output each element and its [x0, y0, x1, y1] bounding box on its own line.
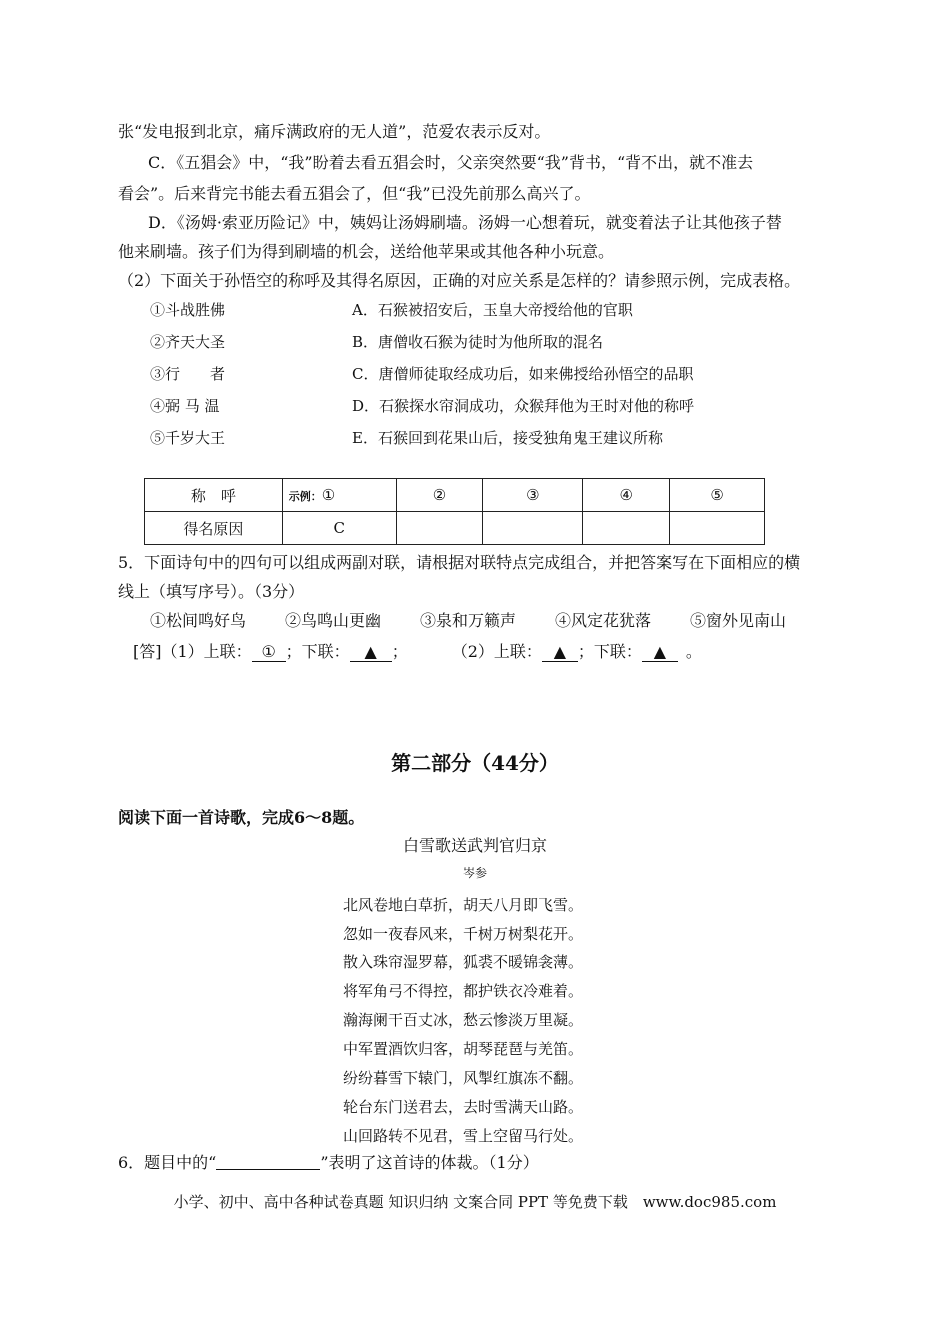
- couplet-option: ②鸟鸣山更幽: [285, 611, 382, 630]
- name-item: ①斗战胜佛: [150, 301, 226, 319]
- couplet-option: ④风定花犹落: [555, 611, 652, 630]
- lower-label-2: ；下联：: [577, 642, 642, 661]
- name-item: ④弼 马 温: [150, 397, 220, 415]
- example-number: ①: [321, 486, 336, 504]
- question-6: [118, 1153, 539, 1173]
- example-tag: 示例：: [288, 490, 322, 503]
- poem-line: 山回路转不见君，雪上空留马行处。: [343, 1127, 584, 1145]
- question-6-prefix: 6．题目中的“: [118, 1153, 217, 1172]
- reason-item: A．石猴被招安后，玉皇大帝授给他的官职: [352, 301, 633, 319]
- poem-line: 北风卷地白草折，胡天八月即飞雪。: [343, 896, 584, 914]
- question-6-blank[interactable]: [216, 1153, 320, 1170]
- row-label-reason: 得名原因: [145, 512, 283, 545]
- name-item: ②齐天大圣: [150, 333, 226, 351]
- section-title: 第二部分（44分）: [391, 751, 559, 775]
- poem-line: 散入珠帘湿罗幕，狐裘不暖锦衾薄。: [343, 953, 584, 971]
- reading-instruction: 阅读下面一首诗歌，完成6～8题。: [118, 808, 365, 827]
- answer-table: [144, 478, 765, 545]
- couplet-option: ③泉和万籁声: [420, 611, 517, 630]
- answer-cell[interactable]: [670, 512, 765, 545]
- name-item: ⑤千岁大王: [150, 429, 226, 447]
- option-d-line2: 他来刷墙。孩子们为得到刷墙的机会，送给他苹果或其他各种小玩意。: [118, 242, 615, 261]
- question-6-suffix: ”表明了这首诗的体裁。（1分）: [320, 1153, 539, 1172]
- separator: ；: [391, 642, 408, 661]
- reason-item: D．石猴探水帘洞成功，众猴拜他为王时对他的称呼: [352, 397, 695, 415]
- answer-2-upper[interactable]: ▲: [542, 643, 578, 662]
- poem-line: 纷纷暮雪下辕门，风掣红旗冻不翻。: [343, 1069, 584, 1087]
- poem-line: 中军置酒饮归客，胡琴琵琶与羌笛。: [343, 1040, 584, 1058]
- poem-line: 轮台东门送君去，去时雪满天山路。: [343, 1098, 584, 1116]
- question-5-line2: 线上（填写序号）。（3分）: [118, 582, 305, 601]
- column-header: ③: [483, 479, 583, 512]
- column-header: ④: [583, 479, 670, 512]
- reason-item: E．石猴回到花果山后，接受独角鬼王建议所称: [352, 429, 663, 447]
- answer-prefix: [答]（1）上联：: [133, 642, 252, 661]
- answer-cell[interactable]: [396, 512, 483, 545]
- lower-label: ；下联：: [285, 642, 350, 661]
- option-d-line1: D．《汤姆·索亚历险记》中，姨妈让汤姆刷墙。汤姆一心想着玩，就变着法子让其他孩子替: [148, 213, 782, 232]
- poem-title: 白雪歌送武判官归京: [402, 836, 547, 855]
- example-answer: C: [282, 512, 396, 545]
- question-4-2: （2）下面关于孙悟空的称呼及其得名原因，正确的对应关系是怎样的？请参照示例，完成表格。: [118, 271, 801, 290]
- answer-1-lower[interactable]: ▲: [350, 643, 392, 662]
- answer-cell[interactable]: [583, 512, 670, 545]
- page-footer: 小学、初中、高中各种试卷真题 知识归纳 文案合同 PPT 等免费下载 www.doc985.com: [173, 1193, 777, 1211]
- poem-line: 将军角弓不得控，都护铁衣冷难着。: [343, 982, 584, 1000]
- option-c-line1: C．《五猖会》中，“我”盼着去看五猖会时，父亲突然要“我”背书，“背不出，就不准去: [148, 153, 754, 172]
- answer-cell[interactable]: [483, 512, 583, 545]
- poem-author: 岑参: [462, 866, 487, 880]
- answer-2-lower[interactable]: ▲: [642, 643, 678, 662]
- poem-line: 瀚海阑干百丈冰，愁云惨淡万里凝。: [343, 1011, 584, 1029]
- table-row: [145, 479, 765, 512]
- table-row: [145, 512, 765, 545]
- couplet-option: ⑤窗外见南山: [690, 611, 787, 630]
- column-header: ⑤: [670, 479, 765, 512]
- poem-line: 忽如一夜春风来，千树万树梨花开。: [343, 925, 584, 943]
- answer-1-upper[interactable]: ①: [252, 643, 286, 662]
- name-item: ③行 者: [150, 365, 226, 383]
- couplet-option: ①松间鸣好鸟: [150, 611, 247, 630]
- option-c-line2: 看会”。后来背完书能去看五猖会了，但“我”已没先前那么高兴了。: [118, 184, 591, 203]
- question-5-line1: 5．下面诗句中的四句可以组成两副对联，请根据对联特点完成组合，并把答案写在下面相应的横: [118, 553, 801, 572]
- reason-item: B．唐僧收石猴为徒时为他所取的混名: [352, 333, 604, 351]
- row-label-name: 称 呼: [145, 479, 283, 512]
- part-2-label: （2）上联：: [451, 642, 542, 661]
- answer-end: 。: [685, 642, 702, 661]
- example-cell: [282, 479, 396, 512]
- reason-item: C．唐僧师徒取经成功后，如来佛授给孙悟空的品职: [352, 365, 694, 383]
- column-header: ②: [396, 479, 483, 512]
- answer-line: [133, 642, 702, 662]
- continuation-text: 张“发电报到北京，痛斥满政府的无人道”，范爱农表示反对。: [118, 122, 551, 141]
